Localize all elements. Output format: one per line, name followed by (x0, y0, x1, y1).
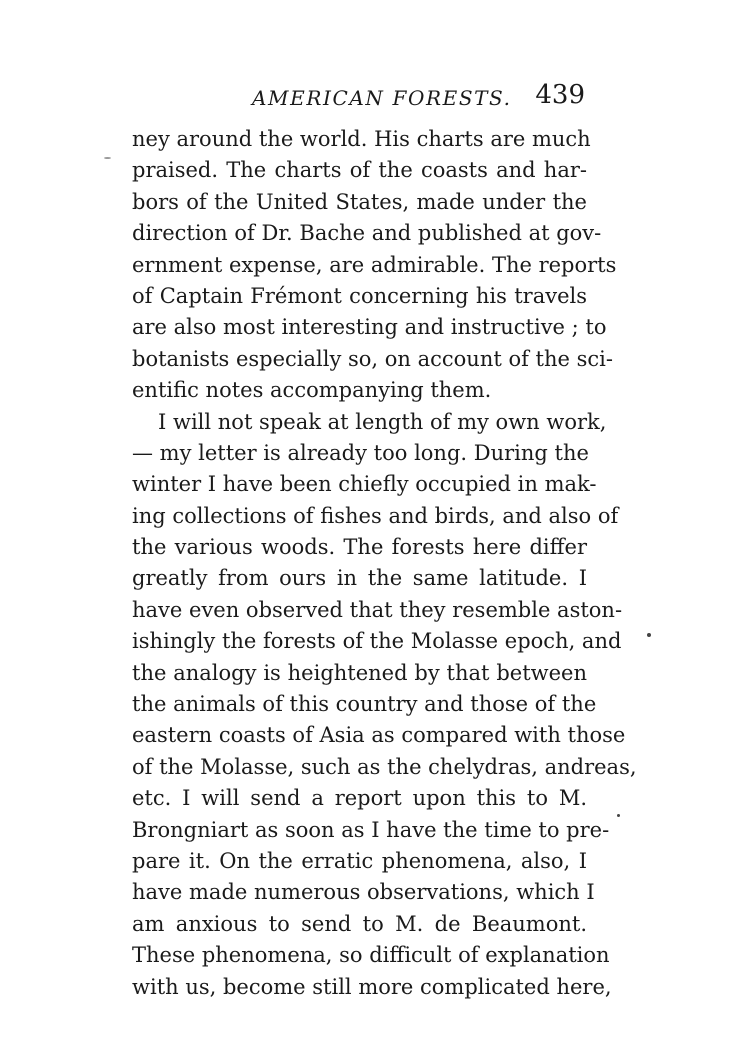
text-line: have made numerous observations, which I (132, 880, 595, 905)
text-line: are also most interesting and instructive ; to (132, 315, 607, 340)
text-line: the various woods. The forests here differ (132, 535, 587, 560)
text-line: entific notes accompanying them. (132, 378, 492, 403)
text-line: eastern coasts of Asia as compared with those (132, 723, 626, 748)
body-text (132, 124, 637, 1003)
text-line: etc. I will send a report upon this to M. (132, 786, 587, 811)
text-line: direction of Dr. Bache and published at gov- (132, 221, 602, 246)
text-line: winter I have been chiefly occupied in mak- (132, 472, 597, 497)
text-line: ishingly the forests of the Molasse epoch, and (132, 629, 622, 654)
text-line: These phenomena, so difficult of explanation (132, 943, 610, 968)
text-line: — my letter is already too long. During the (132, 440, 589, 465)
text-line: ernment expense, are admirable. The reports (132, 252, 617, 277)
paper-speck (617, 814, 620, 817)
text-line: am anxious to send to M. de Beaumont. (132, 911, 587, 936)
text-line: bors of the United States, made under the (132, 189, 587, 214)
text-line: of Captain Frémont concerning his travels (132, 283, 587, 308)
text-line: greatly from ours in the same latitude. I (132, 566, 587, 591)
text-line: the animals of this country and those of the (132, 692, 597, 717)
text-line: with us, become still more complicated here, (132, 974, 612, 999)
text-line: pare it. On the erratic phenomena, also, I (132, 848, 587, 873)
page-number: 439 (535, 80, 585, 110)
text-line: have even observed that they resemble aston- (132, 597, 623, 622)
running-header (132, 80, 587, 118)
text-line: ing collections of fishes and birds, and also of (132, 503, 619, 528)
text-line: botanists especially so, on account of the sci- (132, 346, 613, 371)
text-line: I will not speak at length of my own work, (158, 409, 607, 434)
text-line: of the Molasse, such as the chelydras, andreas, (132, 754, 637, 779)
text-line: Brongniart as soon as I have the time to pre- (132, 817, 610, 842)
text-line: the analogy is heightened by that between (132, 660, 587, 685)
text-line: praised. The charts of the coasts and har- (132, 158, 587, 183)
running-title: AMERICAN FORESTS. (252, 86, 512, 110)
paper-speck (104, 157, 111, 159)
text-line: ney around the world. His charts are much (132, 127, 591, 151)
paper-speck (647, 633, 651, 637)
